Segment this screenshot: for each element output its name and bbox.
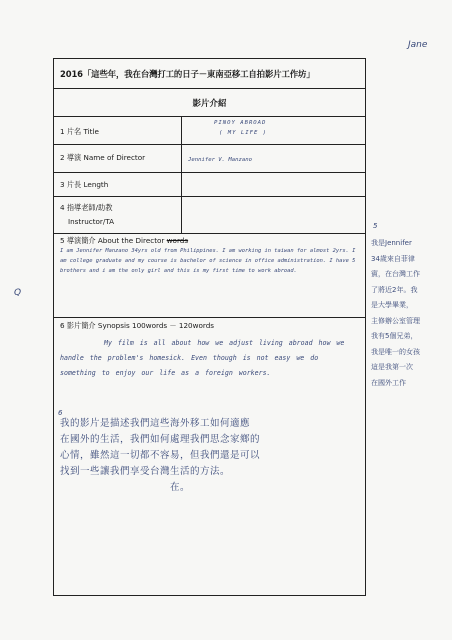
synopsis-zh-line: 找到一些讓我們享受台灣生活的方法。 — [60, 466, 231, 477]
margin-note-line: 我是唯一的女孩 — [371, 347, 420, 356]
director-label: 2 導演 Name of Director — [60, 153, 146, 162]
form-subtitle-row — [54, 89, 365, 117]
instructor-label-line1: 4 指導老師/助教 — [60, 203, 113, 212]
margin-note-line: 這是我第一次 — [371, 363, 413, 371]
director-row — [54, 145, 365, 173]
about-director-label — [60, 236, 188, 246]
synopsis-label: 6 影片簡介 Synopsis 100words － 120words — [60, 321, 215, 330]
synopsis-zh-line: 我的影片是描述我們這些海外移工如何適應 — [60, 418, 251, 429]
length-label: 3 片長 Length — [60, 180, 109, 189]
margin-note-line: 了將近2年。我 — [371, 285, 418, 294]
length-row — [54, 173, 365, 197]
about-director-row — [54, 234, 365, 318]
title-label: 1 片名 Title — [60, 127, 99, 136]
instructor-label-line2: Instructor/TA — [68, 217, 115, 226]
synopsis-zh-mark: 6 — [58, 409, 63, 417]
about-director-label-text: 5 導演簡介 About the Director — [60, 236, 167, 245]
film-intro-form — [53, 58, 366, 596]
left-margin-mark: Q — [14, 288, 22, 298]
about-director-text: I am Jennifer Manzano 34yrs old from Philippines. I am working in taiwan for almost 2yrs. I am college graduate and my course is bachelor of science in office administration. I have 5 brothers and i am the only girl and this is my first time to work abroad. — [60, 248, 356, 274]
margin-note-line: 是大學畢業， — [371, 301, 413, 309]
instructor-row — [54, 197, 365, 234]
form-title-row — [54, 59, 365, 89]
title-row — [54, 117, 365, 145]
margin-note-line: 34歲來自菲律 — [371, 254, 415, 263]
margin-note-line: 我是Jennifer — [371, 239, 412, 247]
about-director-label-struck: words — [166, 236, 189, 245]
title-value-line2: ( MY LIFE ) — [219, 130, 268, 136]
synopsis-row — [54, 318, 365, 597]
synopsis-zh-line: 在。 — [170, 482, 191, 493]
synopsis-zh-text — [60, 416, 357, 496]
form-title: 2016「這些年，我在台灣打工的日子－東南亞移工自拍影片工作坊」 — [60, 69, 315, 79]
about-margin-mark: 5 — [373, 222, 378, 230]
synopsis-text: My film is all about how we adjust living abroad how we handle the problem's homesick. Even though is not easy we do something to enjoy our life as a foreign workers. — [60, 339, 345, 377]
title-value-line1: PINOY ABROAD — [214, 120, 267, 126]
margin-note-line: 在國外工作 — [371, 378, 406, 387]
synopsis-zh-line: 心情，雖然這一切都不容易，但我們還是可以 — [60, 450, 261, 461]
corner-handwritten-note: Jane — [408, 40, 428, 50]
director-value: Jennifer V. Manzano — [188, 157, 252, 163]
margin-note-line: 我有5個兄弟， — [371, 332, 418, 340]
synopsis-zh-line: 在國外的生活，我們如何處理我們思念家鄉的 — [60, 434, 261, 445]
form-subtitle: 影片介紹 — [192, 99, 227, 109]
margin-note-line: 主修辦公室管理 — [371, 316, 420, 325]
margin-note-line: 賓，在台灣工作 — [371, 270, 420, 278]
margin-translation-notes — [371, 236, 451, 391]
